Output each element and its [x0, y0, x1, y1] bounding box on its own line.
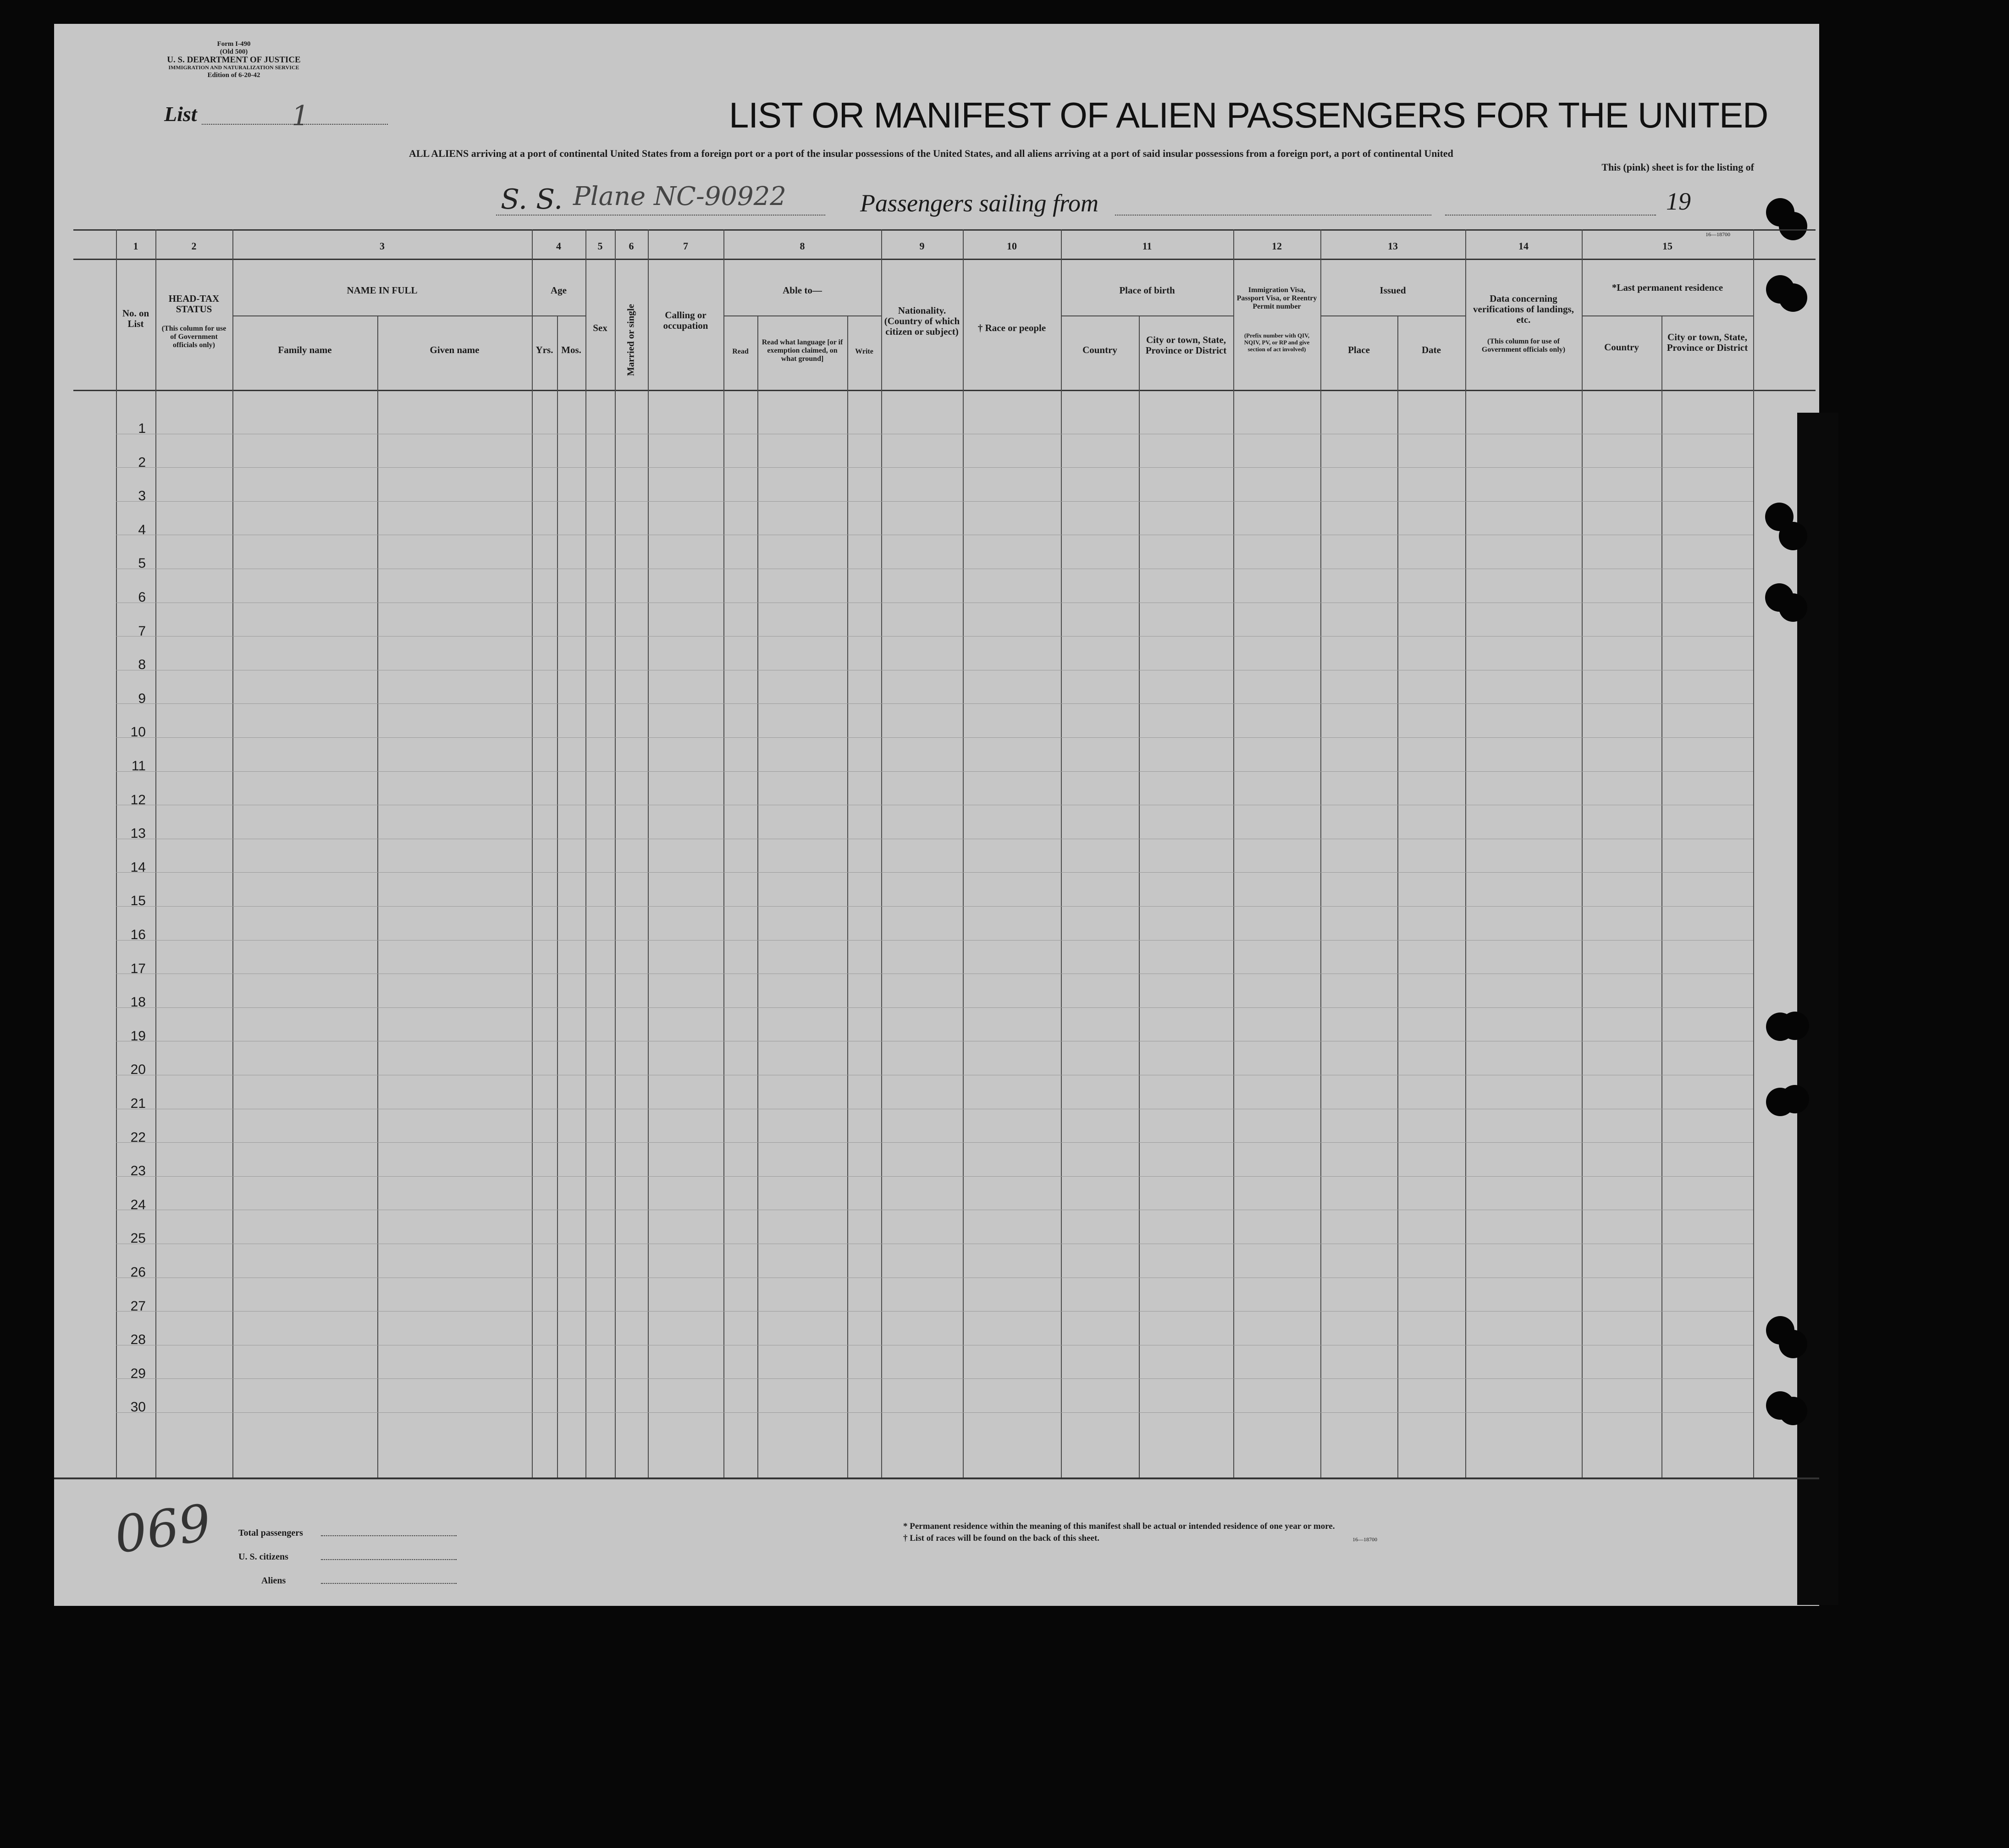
row-number: 16 [130, 927, 146, 942]
header-calling-or-occupation: Calling or occupation [663, 310, 708, 331]
column-divider [155, 229, 156, 1477]
row-number: 4 [138, 522, 146, 537]
total-passengers-label: Total passengers [238, 1528, 303, 1538]
row-number: 23 [130, 1163, 146, 1179]
header-verifications: Data concerning verifications of landings, etc. [1473, 293, 1574, 325]
header-issued: Issued [1380, 285, 1406, 296]
column-divider [116, 229, 117, 1477]
list-label: List [164, 102, 197, 126]
header-given-name: Given name [430, 344, 480, 355]
column-number: 3 [380, 240, 385, 252]
header-last-permanent-residence: *Last permanent residence [1612, 282, 1723, 293]
column-number: 7 [683, 240, 688, 252]
binder-hole [1779, 212, 1807, 240]
row-number: 19 [130, 1028, 146, 1044]
row-number: 25 [130, 1231, 146, 1246]
row-rule [116, 1142, 1753, 1143]
header-birth-city: City or town, State, Province or District [1145, 334, 1227, 356]
row-number: 21 [130, 1096, 146, 1111]
header-able-to: Able to— [783, 285, 822, 296]
row-number: 14 [130, 859, 146, 875]
binder-hole [1779, 522, 1807, 550]
column-divider [532, 229, 533, 1477]
group-rule [232, 315, 532, 316]
row-number: 2 [138, 454, 146, 470]
column-divider [963, 229, 964, 1477]
row-number: 30 [130, 1400, 146, 1415]
aliens-line [321, 1583, 457, 1584]
column-number: 8 [800, 240, 805, 252]
column-number: 10 [1007, 240, 1017, 252]
column-divider [648, 229, 649, 1477]
row-rule [116, 501, 1753, 502]
vessel-name: Plane NC-90922 [573, 182, 786, 211]
binder-hole [1781, 1085, 1809, 1113]
column-number: 15 [1662, 240, 1672, 252]
aliens-label: Aliens [261, 1576, 286, 1586]
row-rule [116, 1412, 1753, 1413]
sailing-from-line [1115, 215, 1431, 216]
header-read-language: Read what language [or if exemption claimed, on what ground] [762, 338, 843, 363]
race-list-note: † List of races will be found on the back of this sheet. [903, 1533, 1100, 1543]
row-number: 1 [138, 421, 146, 436]
column-divider [557, 315, 558, 1477]
column-number: 4 [556, 240, 561, 252]
header-issued-place: Place [1348, 344, 1370, 355]
binder-hole [1779, 283, 1807, 312]
header-race-or-people: † Race or people [977, 322, 1046, 333]
row-number: 7 [138, 623, 146, 639]
column-number: 2 [191, 240, 197, 252]
row-rule [116, 1176, 1753, 1177]
header-married-or-single: Married or single [625, 304, 636, 376]
year-prefix: 19 [1666, 188, 1691, 215]
header-name-in-full: NAME IN FULL [347, 285, 418, 296]
row-number: 26 [130, 1265, 146, 1280]
group-rule [1582, 315, 1753, 316]
header-birth-country: Country [1082, 344, 1117, 355]
manifest-title: LIST OR MANIFEST OF ALIEN PASSENGERS FOR THE UNITED [729, 95, 1768, 135]
row-rule [116, 1007, 1753, 1008]
header-bottom-rule [73, 390, 1816, 391]
column-number-rule [73, 259, 1816, 260]
header-sex: Sex [593, 322, 607, 333]
column-divider [1139, 315, 1140, 1477]
column-number: 12 [1272, 240, 1282, 252]
column-divider [1753, 229, 1754, 1477]
header-residence-city: City or town, State, Province or District [1667, 332, 1748, 353]
row-number: 20 [130, 1062, 146, 1078]
header-years: Yrs. [535, 344, 553, 355]
group-rule [1061, 315, 1233, 316]
header-issued-date: Date [1422, 344, 1441, 355]
column-number: 1 [133, 240, 138, 252]
column-divider [847, 315, 848, 1477]
row-number: 12 [130, 792, 146, 808]
permanent-residence-note: * Permanent residence within the meaning of this manifest shall be actual or intended residence of one year or more. [903, 1522, 1335, 1531]
column-divider [1320, 229, 1321, 1477]
row-rule [116, 771, 1753, 772]
department-name: U. S. DEPARTMENT OF JUSTICE [167, 55, 301, 65]
column-number: 5 [597, 240, 603, 252]
column-divider [377, 315, 378, 1477]
group-rule [1320, 315, 1465, 316]
row-number: 3 [138, 488, 146, 504]
print-code: 16—18700 [1705, 231, 1730, 238]
torn-edge [1797, 413, 1838, 1605]
row-number: 24 [130, 1197, 146, 1212]
row-rule [116, 872, 1753, 873]
stamp-number: 069 [111, 1493, 215, 1565]
vessel-prefix: S. S. [501, 183, 563, 216]
row-number: 6 [138, 590, 146, 605]
vessel-line [496, 215, 825, 216]
row-rule [116, 1378, 1753, 1379]
column-divider [1233, 229, 1234, 1477]
header-visa: Immigration Visa, Passport Visa, or Reentry Permit number [1236, 286, 1317, 310]
header-age: Age [551, 285, 567, 296]
column-divider [1397, 315, 1398, 1477]
row-number: 10 [130, 725, 146, 740]
header-nationality: Nationality. (Country of which citizen or subject) [884, 305, 960, 337]
binder-hole [1779, 1397, 1807, 1425]
footer-print-code: 16—18700 [1352, 1536, 1377, 1543]
column-divider [757, 315, 758, 1477]
binder-hole [1779, 1330, 1807, 1358]
row-number: 9 [138, 691, 146, 706]
row-number: 5 [138, 556, 146, 571]
group-rule [532, 315, 585, 316]
table-top-rule [73, 229, 1816, 231]
row-number: 22 [130, 1129, 146, 1145]
column-divider [585, 229, 586, 1477]
column-number: 11 [1142, 240, 1152, 252]
row-number: 29 [130, 1366, 146, 1381]
row-number: 8 [138, 657, 146, 673]
list-number: 1 [292, 100, 309, 132]
header-no-on-list: No. on List [122, 308, 149, 329]
header-residence-country: Country [1604, 342, 1639, 353]
date-line [1445, 215, 1656, 216]
header-read: Read [732, 348, 749, 355]
header-place-of-birth: Place of birth [1119, 285, 1175, 296]
row-number: 11 [131, 758, 146, 774]
header-family-name: Family name [278, 344, 332, 355]
binder-hole [1779, 593, 1807, 622]
row-number: 18 [130, 995, 146, 1010]
header-months: Mos. [561, 344, 581, 355]
manifest-sheet [54, 24, 1819, 1606]
list-field [164, 102, 197, 126]
row-number: 28 [130, 1332, 146, 1348]
column-divider [1582, 229, 1583, 1477]
column-divider [232, 229, 233, 1477]
edition-date: Edition of 6-20-42 [207, 72, 260, 79]
table-bottom-rule [54, 1477, 1819, 1479]
column-divider [1061, 229, 1062, 1477]
column-number: 9 [919, 240, 925, 252]
column-divider [881, 229, 882, 1477]
sailing-from-label: Passengers sailing from [860, 189, 1099, 217]
column-divider [1465, 229, 1466, 1477]
us-citizens-line [321, 1559, 457, 1560]
row-rule [116, 467, 1753, 468]
header-verifications-note: (This column for use of Government officials only) [1481, 338, 1566, 354]
header-visa-note: (Prefix number with QIV, NQIV, PV, or RP and give section of act involved) [1244, 332, 1310, 353]
column-divider [1661, 315, 1662, 1477]
column-divider [615, 229, 616, 1477]
row-number: 17 [130, 961, 146, 976]
row-rule [116, 940, 1753, 941]
group-rule [723, 315, 881, 316]
us-citizens-label: U. S. citizens [238, 1552, 288, 1562]
header-write: Write [855, 348, 873, 355]
header-head-tax-status: HEAD-TAX STATUS [168, 293, 220, 315]
row-rule [116, 737, 1753, 738]
manifest-subtitle-line-1: ALL ALIENS arriving at a port of continental United States from a foreign port or a port of the insular possessions of the United States, and all aliens arriving at a port of said insular possessions from a foreign port, a port of continental United [409, 148, 1453, 159]
column-number: 6 [629, 240, 634, 252]
column-number: 13 [1388, 240, 1398, 252]
column-number: 14 [1518, 240, 1529, 252]
header-head-tax-note: (This column for use of Government officials only) [161, 325, 226, 349]
manifest-subtitle-line-2: This (pink) sheet is for the listing of [1601, 161, 1754, 173]
binder-hole [1781, 1012, 1809, 1040]
row-number: 27 [130, 1298, 146, 1314]
old-form-number: (Old 500) [220, 48, 248, 55]
form-number: Form I-490 [217, 40, 251, 48]
service-name: IMMIGRATION AND NATURALIZATION SERVICE [168, 64, 299, 71]
total-passengers-line [321, 1535, 457, 1536]
row-rule [116, 906, 1753, 907]
column-divider [723, 229, 724, 1477]
row-rule [116, 703, 1753, 704]
row-number: 15 [130, 893, 146, 909]
form-identification [138, 40, 330, 79]
row-number: 13 [130, 826, 146, 841]
